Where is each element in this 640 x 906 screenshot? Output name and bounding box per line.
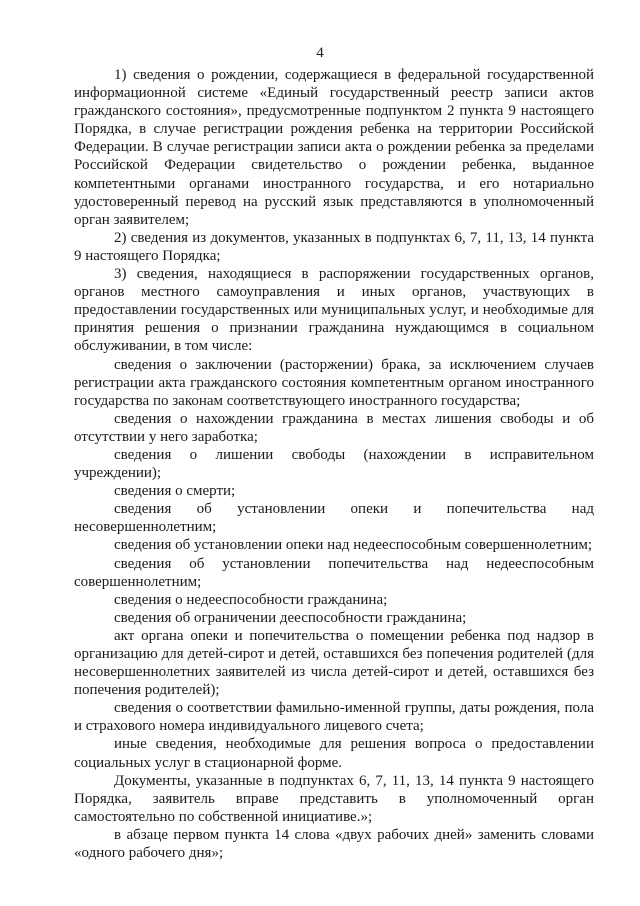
page-number: 4 (316, 45, 324, 61)
paragraph-13: акт органа опеки и попечительства о помещении ребенка под надзор в организацию для детей-сирот и детей, оставшихся без попечения родителей (для несовершеннолетних заявителей из числа детей-сирот и детей, оставшихся без попечения родителей); (74, 627, 594, 699)
paragraph-7: сведения о смерти; (114, 483, 236, 500)
paragraph-9: сведения об установлении опеки над недееспособным совершеннолетним; (114, 537, 593, 554)
document-body (74, 66, 594, 862)
paragraph-14: сведения о соответствии фамильно-именной группы, даты рождения, пола и страхового номера индивидуального лицевого счета; (74, 700, 594, 735)
paragraph-10: сведения об установлении попечительства над недееспособным совершеннолетним; (74, 555, 594, 590)
paragraph-6: сведения о лишении свободы (нахождении в исправительном учреждении); (74, 446, 594, 482)
paragraph-3: 3) сведения, находящиеся в распоряжении государственных органов, органов местного самоуправления и иных органов, участвующих в предоставлении государственных или муниципальных услуг, и необходимые для принятия решения о признании гражданина нуждающимся в социальном обслуживании, в том числе: (74, 266, 594, 355)
paragraph-12: сведения об ограничении дееспособности гражданина; (114, 609, 467, 626)
paragraph-11: сведения о недееспособности гражданина; (114, 591, 388, 608)
paragraph-5: сведения о нахождении гражданина в местах лишения свободы и об отсутствии у него заработка; (74, 410, 594, 445)
paragraph-1: 1) сведения о рождении, содержащиеся в федеральной государственной информационной системе «Единый государственный реестр записи актов гражданского состояния», предусмотренные подпунктом 2 пункта 9 настоящего Порядка, в случае регистрации рождения ребенка на территории Российской Федерации. В случае регистрации записи акта о рождении ребенка за пределами Российской Федерации свидетельство о рождении ребенка, выданное компетентными органами иностранного государства, и его нотариально удостоверенный перевод на русский язык представляются в уполномоченный орган заявителем; (74, 67, 594, 228)
paragraph-16: Документы, указанные в подпунктах 6, 7, 11, 13, 14 пункта 9 настоящего Порядка, заявитель вправе представить в уполномоченный орган самостоятельно по собственной инициативе.»; (74, 772, 594, 825)
paragraph-17: в абзаце первом пункта 14 слова «двух рабочих дней» заменить словами «одного рабочего дня»; (74, 826, 594, 862)
paragraph-2: 2) сведения из документов, указанных в подпунктах 6, 7, 11, 13, 14 пункта 9 настоящего Порядка; (74, 229, 594, 264)
paragraph-8: сведения об установлении опеки и попечительства над несовершеннолетним; (74, 501, 594, 536)
paragraph-15: иные сведения, необходимые для решения вопроса о предоставлении социальных услуг в стационарной форме. (74, 736, 594, 771)
paragraph-4: сведения о заключении (расторжении) брака, за исключением случаев регистрации акта гражданского состояния компетентным органом иностранного государства по законам соответствующего иностранного государства; (74, 356, 594, 409)
